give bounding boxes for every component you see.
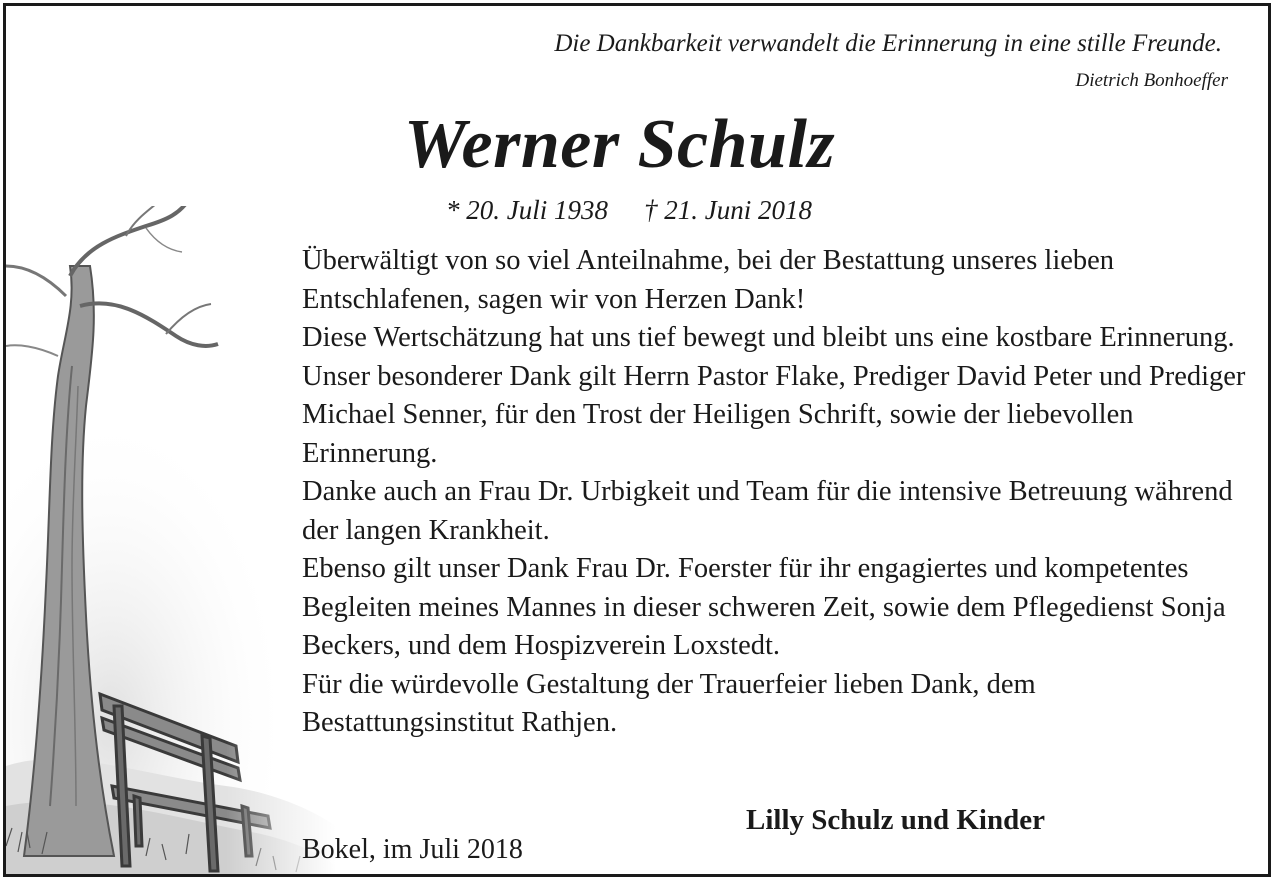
paragraph-6: Für die würdevolle Gestaltung der Trauerfeier lieben Dank, dem Bestattungsinstitut Rathjen.: [302, 668, 1036, 738]
signature: Lilly Schulz und Kinder: [746, 804, 1045, 836]
paragraph-1: Überwältigt von so viel Anteilnahme, bei der Bestattung unseres lieben Entschlafenen, sagen wir von Herzen Dank!: [302, 245, 1115, 315]
quote-text: Die Dankbarkeit verwandelt die Erinnerung in eine stille Freunde.: [554, 30, 1222, 57]
place-date: Bokel, im Juli 2018: [302, 834, 523, 865]
tree-and-bench-illustration: [6, 206, 336, 877]
death-date: † 21. Juni 2018: [644, 195, 812, 225]
quote-author: Dietrich Bonhoeffer: [1075, 70, 1228, 91]
paragraph-4: Danke auch an Frau Dr. Urbigkeit und Team für die intensive Betreuung während der langen Krankheit.: [302, 476, 1233, 546]
life-dates: [446, 192, 812, 228]
birth-date: * 20. Juli 1938: [446, 195, 608, 225]
deceased-name: Werner Schulz: [404, 106, 836, 183]
paragraph-3: Unser besonderer Dank gilt Herrn Pastor Flake, Prediger David Peter und Prediger Michael Senner, für den Trost der Heiligen Schrift, sowie der liebevollen Erinnerung.: [302, 360, 1246, 469]
thank-you-text: [302, 242, 1252, 743]
obituary-frame: [3, 3, 1271, 877]
paragraph-2: Diese Wertschätzung hat uns tief bewegt und bleibt uns eine kostbare Erinnerung.: [302, 322, 1235, 353]
paragraph-5: Ebenso gilt unser Dank Frau Dr. Foerster für ihr engagiertes und kompetentes Begleiten meines Mannes in dieser schweren Zeit, sowie dem Pflegedienst Sonja Beckers, und dem Hospizverein Loxstedt.: [302, 553, 1226, 661]
